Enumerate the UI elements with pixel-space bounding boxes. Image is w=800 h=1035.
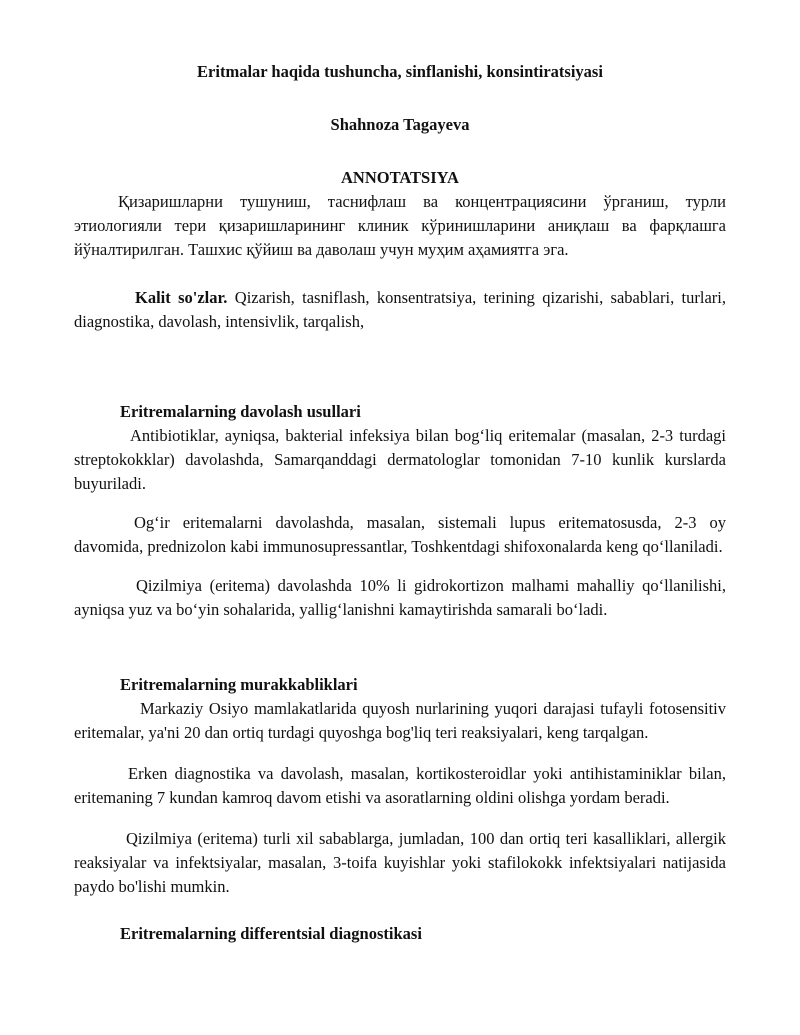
treatment-paragraph-2: Og‘ir eritemalarni davolashda, masalan, sistemali lupus eritematosusda, 2-3 oy davomida, prednizolon kabi immunosupressantlar, Toshkentdagi shifoxonalarda keng qo‘llaniladi. <box>74 513 726 556</box>
complications-paragraph-1: Markaziy Osiyo mamlakatlarida quyosh nurlarining yuqori darajasi tufayli fotosensitiv eritemalar, ya'ni 20 dan ortiq turdagi quyoshga bog'liq teri reaksiyalari, keng tarqalgan. <box>74 699 726 742</box>
section-heading-differential-diagnosis: Eritremalarning differentsial diagnostikasi <box>120 924 422 943</box>
annotation-text: Қизаришларни тушуниш, таснифлаш ва концентрациясини ўрганиш, турли этиологияли тери қизаришларининг клиник кўринишларини аниқлаш ва фарқлашга йўналтирилган. Ташхис қўйиш ва даволаш учун муҳим аҳамиятга эга. <box>74 192 726 259</box>
annotation-heading: ANNOTATSIYA <box>341 168 459 187</box>
document-page <box>74 60 726 946</box>
complications-paragraph-3: Qizilmiya (eritema) turli xil sabablarga, jumladan, 100 dan ortiq teri kasalliklari, allergik reaksiyalar va infektsiyalar, masalan, 3-toifa kuyishlar yoki stafilokokk infektsiyalari natijasida paydo bo'lishi mumkin. <box>74 829 726 896</box>
treatment-paragraph-3: Qizilmiya (eritema) davolashda 10% li gidrokortizon malhami mahalliy qo‘llanilishi, ayniqsa yuz va bo‘yin sohalarida, yallig‘lanishni kamaytirishda samarali bo‘ladi. <box>74 576 726 619</box>
author-name: Shahnoza Tagayeva <box>330 115 470 134</box>
keywords-text: Qizarish, tasniflash, konsentratsiya, terining qizarishi, sabablari, turlari, diagnostika, davolash, intensivlik, tarqalish, <box>74 288 726 331</box>
keywords-paragraph <box>74 286 726 334</box>
complications-paragraph-2: Erken diagnostika va davolash, masalan, kortikosteroidlar yoki antihistaminiklar bilan, eritemaning 7 kundan kamroq davom etishi va asoratlarning oldini olishga yordam beradi. <box>74 764 726 807</box>
section-heading-treatment: Eritremalarning davolash usullari <box>120 402 361 421</box>
document-title: Eritmalar haqida tushuncha, sinflanishi, konsintiratsiyasi <box>197 62 603 81</box>
section-heading-complications: Eritremalarning murakkabliklari <box>120 675 358 694</box>
keywords-label: Kalit so'zlar. <box>135 288 228 307</box>
treatment-paragraph-1: Antibiotiklar, ayniqsa, bakterial infeksiya bilan bog‘liq eritemalar (masalan, 2-3 turdagi streptokokklar) davolashda, Samarqanddagi dermatologlar tomonidan 7-10 kunlik kurslarda buyuriladi. <box>74 426 726 493</box>
